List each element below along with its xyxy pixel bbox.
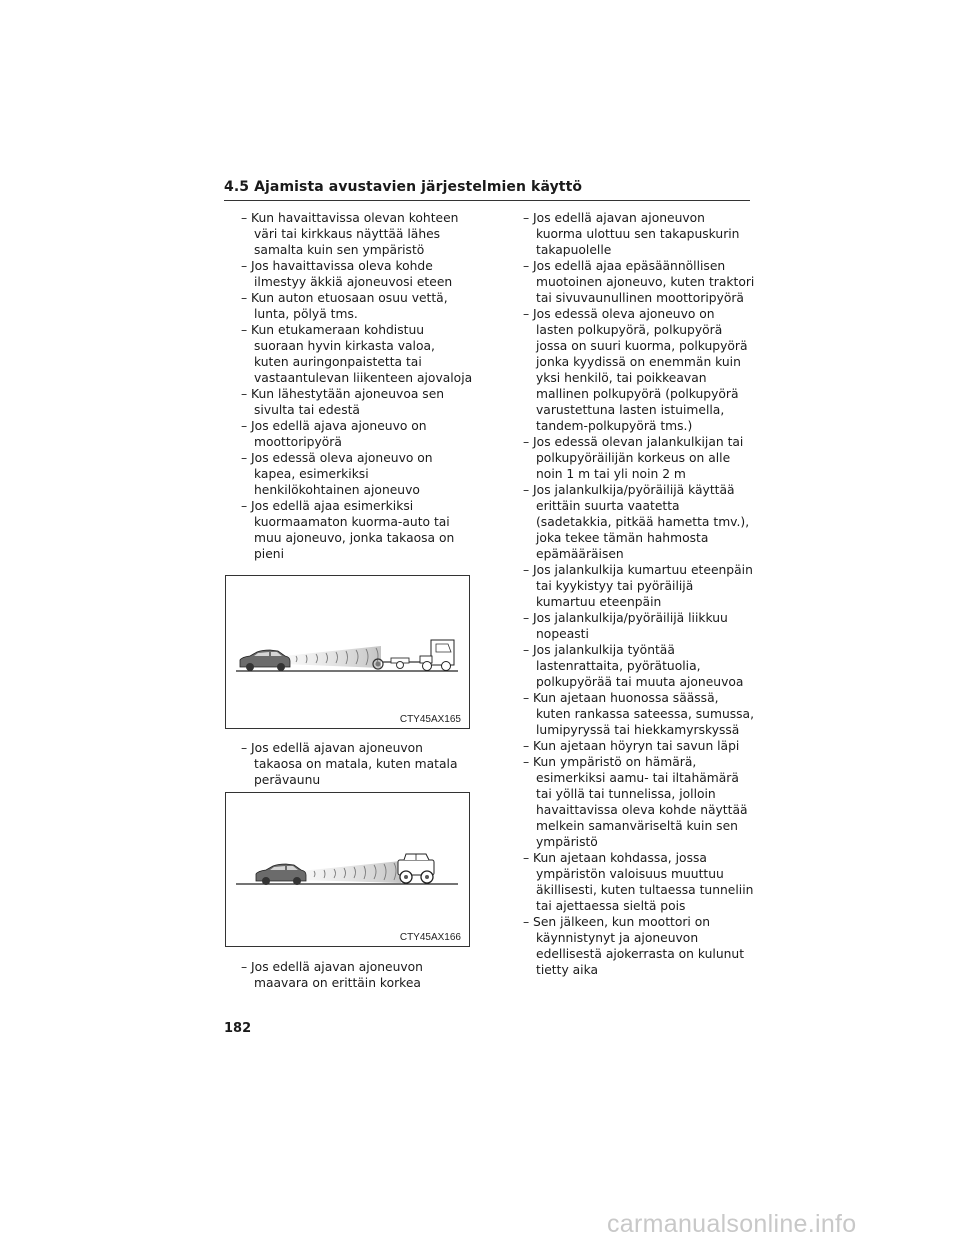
list-item: – Kun havaittavissa olevan kohteen väri tai kirkkaus näyttää lähes samalta kuin sen ympäristö	[241, 211, 459, 257]
left-column-item-3	[241, 959, 473, 991]
list-item: – Jos edessä oleva ajoneuvo on lasten polkupyörä, polkupyörä jossa on suuri kuorma, polkupyörä jonka kyydissä on enemmän kuin yksi henkilö, tai poikkeavan mallinen polkupyörä (polkupyörä varustettuna lasten istuimella, tandem-polkupyörä tms.)	[523, 307, 748, 433]
list-item: – Kun ajetaan höyryn tai savun läpi	[523, 739, 740, 753]
list-item: – Kun auton etuosaan osuu vettä, lunta, pölyä tms.	[241, 291, 448, 321]
right-column-list	[523, 210, 755, 978]
list-item: – Kun ajetaan huonossa säässä, kuten rankassa sateessa, sumussa, lumipyryssä tai hiekkamyrskyssä	[523, 691, 754, 737]
list-item: – Jos edessä olevan jalankulkijan tai polkupyöräilijän korkeus on alle noin 1 m tai yli noin 2 m	[523, 435, 744, 481]
list-item: – Jos edellä ajavan ajoneuvon takaosa on matala, kuten matala perävaunu	[241, 741, 458, 787]
list-item: – Jos jalankulkija työntää lastenrattaita, pyörätuolia, polkupyörää tai muuta ajoneuvoa	[523, 643, 744, 689]
left-column-list	[241, 210, 473, 562]
list-item: – Jos edellä ajavan ajoneuvon maavara on erittäin korkea	[241, 960, 423, 990]
list-item: – Jos jalankulkija/pyöräilijä liikkuu nopeasti	[523, 611, 728, 641]
list-item: – Sen jälkeen, kun moottori on käynnistynyt ja ajoneuvon edellisestä ajokerrasta on kulunut tietty aika	[523, 915, 745, 977]
list-item: – Kun ajetaan kohdassa, jossa ympäristön valoisuus muuttuu äkillisesti, kuten tultaessa tunneliin tai ajettaessa sieltä pois	[523, 851, 754, 913]
list-item: – Kun ympäristö on hämärä, esimerkiksi aamu- tai iltahämärä tai yöllä tai tunnelissa, jolloin havaittavissa oleva kohde näyttää melkein samanväriseltä kuin sen ympäristö	[523, 755, 748, 849]
watermark: carmanualsonline.info	[607, 1210, 857, 1238]
illustration-car-following-truck	[226, 576, 469, 728]
left-column-item-2	[241, 740, 473, 788]
list-item: – Kun etukameraan kohdistuu suoraan hyvin kirkasta valoa, kuten auringonpaistetta tai vastaantulevan liikenteen ajovaloja	[241, 323, 473, 385]
list-item: – Kun lähestytään ajoneuvoa sen sivulta tai edestä	[241, 387, 445, 417]
list-item: – Jos havaittavissa oleva kohde ilmestyy äkkiä ajoneuvosi eteen	[241, 259, 453, 289]
list-item: – Jos edellä ajavan ajoneuvon kuorma ulottuu sen takapuskurin takapuolelle	[523, 211, 740, 257]
page-number: 182	[224, 1021, 252, 1036]
illustration-car-following-high-vehicle	[226, 793, 469, 946]
list-item: – Jos jalankulkija/pyöräilijä käyttää erittäin suurta vaatetta (sadetakkia, pitkää hametta tmv.), joka tekee tämän hahmosta epämääräisen	[523, 483, 750, 561]
figure-truck-trailer	[225, 575, 470, 729]
figure-code: CTY45AX166	[399, 932, 461, 943]
figure-high-clearance	[225, 792, 470, 947]
list-item: – Jos edellä ajava ajoneuvo on moottoripyörä	[241, 419, 427, 449]
list-item: – Jos jalankulkija kumartuu eteenpäin tai kyykistyy tai pyöräilijä kumartuu eteenpäin	[523, 563, 753, 609]
figure-code: CTY45AX165	[399, 714, 461, 725]
section-title: 4.5 Ajamista avustavien järjestelmien käyttö	[224, 179, 750, 201]
list-item: – Jos edellä ajaa epäsäännöllisen muotoinen ajoneuvo, kuten traktori tai sivuvaunullinen moottoripyörä	[523, 259, 755, 305]
list-item: – Jos edessä oleva ajoneuvo on kapea, esimerkiksi henkilökohtainen ajoneuvo	[241, 451, 433, 497]
list-item: – Jos edellä ajaa esimerkiksi kuormaamaton kuorma-auto tai muu ajoneuvo, jonka takaosa on pieni	[241, 499, 455, 561]
